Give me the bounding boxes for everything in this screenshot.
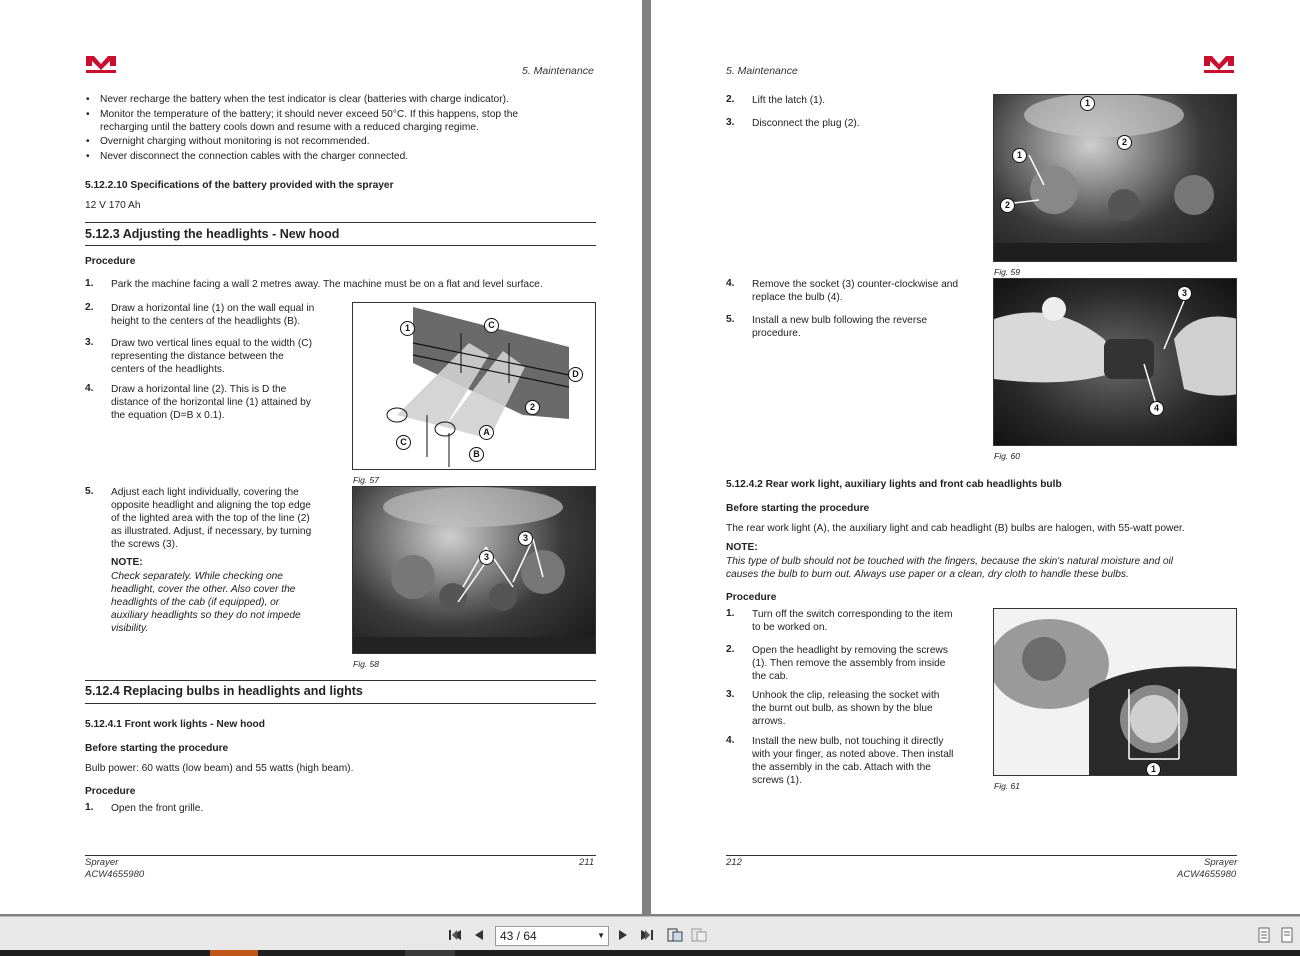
step-number: 4. bbox=[85, 383, 94, 394]
taskbar bbox=[0, 950, 1300, 956]
step-number: 3. bbox=[726, 689, 735, 700]
figure-caption: Fig. 60 bbox=[994, 451, 1020, 461]
footer-rule bbox=[85, 855, 596, 856]
divider bbox=[85, 245, 596, 246]
page-view-icon[interactable] bbox=[691, 927, 707, 943]
figure-caption: Fig. 58 bbox=[353, 659, 379, 669]
step-text: Install a new bulb following the reverse procedure. bbox=[752, 315, 927, 339]
page-212 bbox=[651, 0, 1300, 914]
halogen-text: The rear work light (A), the auxiliary light and cab headlight (B) bulbs are halogen, with 55-watt power. bbox=[726, 523, 1185, 534]
page-number-input[interactable] bbox=[495, 926, 609, 946]
step-number: 4. bbox=[726, 278, 735, 289]
note-label: NOTE: bbox=[111, 557, 143, 568]
bullet-item: • Monitor the temperature of the battery; it should never exceed 50°C. If this happens, stop the bbox=[100, 108, 518, 121]
figure-60-photo bbox=[993, 278, 1237, 446]
taskbar-item[interactable] bbox=[405, 950, 455, 956]
section-title: 5.12.3 Adjusting the headlights - New hood bbox=[85, 227, 340, 241]
dropdown-arrow-icon[interactable]: ▼ bbox=[597, 931, 605, 940]
callout-1: 1 bbox=[1080, 96, 1095, 111]
step-number: 2. bbox=[85, 302, 94, 313]
prev-page-icon[interactable] bbox=[471, 927, 487, 943]
bulb-power-text: Bulb power: 60 watts (low beam) and 55 watts (high beam). bbox=[85, 763, 354, 774]
figure-caption: Fig. 57 bbox=[353, 475, 379, 485]
first-page-icon[interactable] bbox=[447, 927, 463, 943]
bullet-continuation: recharging until the battery cools down and resume with a reduced charging regime. bbox=[100, 122, 479, 133]
divider bbox=[85, 222, 596, 223]
callout-1: 1 bbox=[1146, 762, 1161, 776]
divider bbox=[85, 703, 596, 704]
bullet-item: • Never disconnect the connection cables with the charger connected. bbox=[100, 150, 408, 163]
spec-heading: 5.12.2.10 Specifications of the battery provided with the sprayer bbox=[85, 180, 394, 191]
massey-ferguson-logo-icon bbox=[1202, 54, 1236, 76]
step-text: Park the machine facing a wall 2 metres away. The machine must be on a flat and level surface. bbox=[111, 279, 543, 290]
step-number: 4. bbox=[726, 735, 735, 746]
callout-4: 4 bbox=[1149, 401, 1164, 416]
callout-3: 3 bbox=[1177, 286, 1192, 301]
page-number: 212 bbox=[726, 857, 742, 868]
step-text: Open the front grille. bbox=[111, 803, 204, 814]
figure-caption: Fig. 61 bbox=[994, 781, 1020, 791]
step-number: 1. bbox=[726, 608, 735, 619]
page-header: 5. Maintenance bbox=[726, 65, 798, 77]
bullet-item: • Overnight charging without monitoring is not recommended. bbox=[100, 135, 370, 148]
callout-a: A bbox=[479, 425, 494, 440]
step-number: 1. bbox=[85, 802, 94, 813]
footer-doc-number: ACW4655980 bbox=[85, 869, 145, 880]
step-number: 3. bbox=[85, 337, 94, 348]
page-211 bbox=[0, 0, 642, 914]
massey-ferguson-logo-icon bbox=[84, 54, 118, 76]
callout-2: 2 bbox=[525, 400, 540, 415]
procedure-label: Procedure bbox=[85, 786, 136, 797]
engine-bay-photo-icon bbox=[353, 487, 596, 654]
footer-product: Sprayer bbox=[1204, 857, 1238, 868]
footer-rule bbox=[726, 855, 1237, 856]
callout-2: 2 bbox=[1117, 135, 1132, 150]
step-text: Adjust each light individually, covering the opposite headlight and aligning the top edge of the lighted area with the top of the line (2) as illustrated. Adjust, if necessary, by turning the screws (3). bbox=[111, 487, 312, 550]
footer-product: Sprayer bbox=[85, 857, 119, 868]
headlight-housing-photo-icon bbox=[994, 95, 1237, 262]
step-text: Lift the latch (1). bbox=[752, 95, 826, 106]
step-text: Draw a horizontal line (1) on the wall equal in height to the centers of the headlights (B). bbox=[111, 303, 315, 327]
divider bbox=[85, 680, 596, 681]
step-text: Remove the socket (3) counter-clockwise and replace the bulb (4). bbox=[752, 279, 959, 303]
callout-1: 1 bbox=[1012, 148, 1027, 163]
page-indicator-text: 43 / 64 bbox=[500, 929, 537, 943]
bullet-item: • Never recharge the battery when the test indicator is clear (batteries with charge indicator). bbox=[100, 93, 509, 106]
hands-bulb-photo-icon bbox=[994, 279, 1237, 446]
taskbar-active-item[interactable] bbox=[210, 950, 258, 956]
figure-58-photo bbox=[352, 486, 596, 654]
step-number: 2. bbox=[726, 644, 735, 655]
page-header: 5. Maintenance bbox=[522, 65, 594, 77]
note-text: This type of bulb should not be touched with the fingers, because the skin's natural moisture and oil causes the bulb to burn out. Always use paper or a clean, dry cloth to handle these bulbs. bbox=[726, 556, 1174, 580]
callout-b: B bbox=[469, 447, 484, 462]
step-text: Open the headlight by removing the screws (1). Then remove the assembly from inside the cab. bbox=[752, 645, 948, 682]
before-label: Before starting the procedure bbox=[726, 503, 870, 514]
callout-2: 2 bbox=[1000, 198, 1015, 213]
page-layout-icon[interactable] bbox=[667, 927, 683, 943]
sub-heading: 5.12.4.1 Front work lights - New hood bbox=[85, 719, 266, 730]
step-number: 5. bbox=[85, 486, 94, 497]
double-page-icon[interactable] bbox=[1279, 927, 1295, 943]
step-text: Install the new bulb, not touching it directly with your finger, as noted above. Then install the assembly in the cab. Attach with the screws (1). bbox=[752, 736, 954, 786]
figure-59-photo bbox=[993, 94, 1237, 262]
note-label: NOTE: bbox=[726, 542, 758, 553]
step-number: 2. bbox=[726, 94, 735, 105]
step-text: Draw two vertical lines equal to the width (C) representing the distance between the centers of the headlights. bbox=[111, 338, 312, 375]
callout-c: C bbox=[484, 318, 499, 333]
before-label: Before starting the procedure bbox=[85, 743, 229, 754]
last-page-icon[interactable] bbox=[639, 927, 655, 943]
step-text: Draw a horizontal line (2). This is D the distance of the horizontal line (1) attained by the equation (D=B x 0.1). bbox=[111, 384, 311, 421]
callout-3: 3 bbox=[479, 550, 494, 565]
procedure-label: Procedure bbox=[85, 256, 136, 267]
page-number: 211 bbox=[579, 857, 595, 868]
figure-caption: Fig. 59 bbox=[994, 267, 1020, 277]
footer-doc-number: ACW4655980 bbox=[1177, 869, 1237, 880]
headlight-diagram-icon bbox=[353, 303, 596, 470]
spec-value: 12 V 170 Ah bbox=[85, 200, 141, 211]
figure-61-photo bbox=[993, 608, 1237, 776]
next-page-icon[interactable] bbox=[615, 927, 631, 943]
sub-heading: 5.12.4.2 Rear work light, auxiliary lights and front cab headlights bulb bbox=[726, 479, 1062, 490]
callout-1: 1 bbox=[400, 321, 415, 336]
callout-c: C bbox=[396, 435, 411, 450]
step-number: 3. bbox=[726, 117, 735, 128]
figure-57-diagram bbox=[352, 302, 596, 470]
section-title: 5.12.4 Replacing bulbs in headlights and lights bbox=[85, 684, 363, 698]
step-text: Unhook the clip, releasing the socket with the burnt out bulb, as shown by the blue arrows. bbox=[752, 690, 940, 727]
procedure-label: Procedure bbox=[726, 592, 777, 603]
cab-headlight-photo-icon bbox=[994, 609, 1237, 776]
single-page-icon[interactable] bbox=[1256, 927, 1272, 943]
callout-3: 3 bbox=[518, 531, 533, 546]
callout-d: D bbox=[568, 367, 583, 382]
step-number: 1. bbox=[85, 278, 94, 289]
step-text: Disconnect the plug (2). bbox=[752, 118, 860, 129]
step-text: Turn off the switch corresponding to the item to be worked on. bbox=[752, 609, 953, 633]
step-number: 5. bbox=[726, 314, 735, 325]
note-text: Check separately. While checking one headlight, cover the other. Also cover the headlights of the cab (if equipped), or auxiliary headlights so they do not impede visibility. bbox=[111, 571, 301, 634]
